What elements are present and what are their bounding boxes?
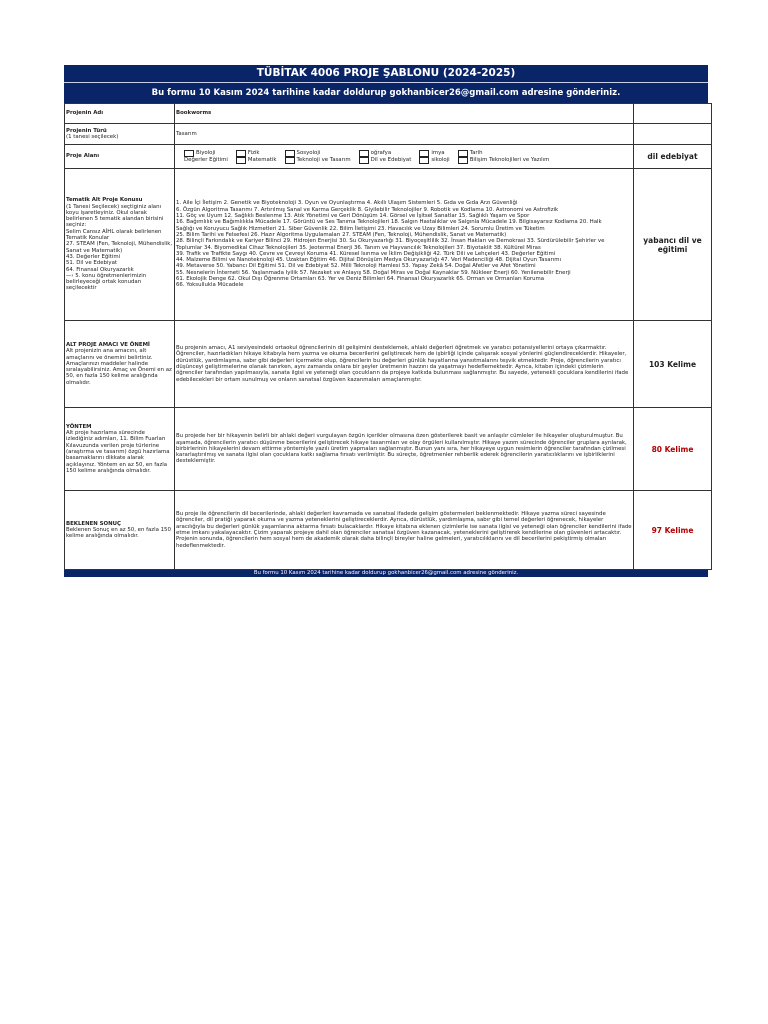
row-topics bbox=[65, 169, 712, 321]
topics-desc-line: 51. Dil ve Edebiyat bbox=[66, 260, 118, 267]
topics-list bbox=[175, 169, 634, 321]
topic-line: 61. Ekolojik Denge 62. Okul Dışı Öğrenme Ortamları 63. Yer ve Deniz Bilimleri 64. Finansal Okuryazarlık 65. Orman ve Ormanları Koruma bbox=[176, 275, 545, 282]
row-project-name bbox=[65, 104, 712, 124]
selected-topic-value[interactable]: yabancı dil ve eğitimi bbox=[634, 169, 712, 321]
topic-line: 25. Bilim Tarihi ve Felsefesi 26. Hazır Algoritma Uygulamaları 27. STEAM (Fen, Teknoloji, Mühendislik, Sanat ve Matematik) bbox=[176, 231, 507, 238]
topics-desc-line: —› 5. konu öğretmenlerimizin belirleyeceği ortak konudan seçilecektir bbox=[66, 272, 147, 292]
row-expected bbox=[65, 491, 712, 570]
method-text-field[interactable]: Bu projede her bir hikayenin belirli bir ahlaki değeri vurgulayan özgün içerikler olmasına özen gösterilerek basit ve anlaşılır cümleler ile hikayeler oluşturulmuştur. Bu aşamada, öğrencilerin yaratıcı düşünme becerilerini geliştirecek hikaye tasarımları ve olay örgüleri kullanılmıştır. Hikaye yazım sürecinde öğrenciler gruplara ayrılarak, birbirlerinin hikayelerini devam ettirme yöntemiyle yazılı üretim yapmaları sağlanmıştır. Bunun yanı sıra, her hikayeye uygun resimlerin öğrenciler tarafından çizilmesi kararlaştırılmış ve sanata ilgisi olan çocuklara katkı sağlama fırsatı verilmiştir. Bu süreçte, öğretmenler rehberlik ederek öğrencilerin yaratıcılıklarını ve işbirliklerini desteklemiştir. bbox=[175, 408, 634, 491]
area-option[interactable]: Bilişim Teknolojileri ve Yazılım bbox=[458, 157, 550, 164]
topics-label: Tematik Alt Proje Konusu bbox=[66, 197, 143, 204]
checkbox-icon[interactable] bbox=[236, 157, 246, 164]
area-option[interactable]: Tarih bbox=[458, 150, 550, 157]
topic-line: 1. Aile İçi İletişim 2. Genetik ve Biyoteknoloji 3. Oyun ve Oyunlaştırma 4. Akıllı Ulaşım Sistemleri 5. Gıda ve Gıda Arzı Güvenliği bbox=[176, 200, 518, 207]
row-method bbox=[65, 408, 712, 491]
topics-desc-line: 64. Finansal Okuryazarlık bbox=[66, 266, 134, 273]
checkbox-icon[interactable] bbox=[359, 150, 369, 157]
project-area-label: Proje Alanı bbox=[66, 153, 100, 160]
method-desc: Alt proje hazırlama sürecinde izlediğiniz adımları, 11. Bilim Fuarları Kılavuzunda verilen proje türlerine (araştırma ve tasarım) özgü hazırlama basamaklarını dikkate alarak açıklayınız. Yöntem en az 50, en fazla 150 kelime aralığında olmalıdır. bbox=[66, 430, 170, 474]
expected-label: BEKLENEN SONUÇ bbox=[66, 520, 121, 527]
checkbox-icon[interactable] bbox=[184, 150, 194, 157]
area-option[interactable]: Matematik bbox=[236, 157, 277, 164]
row-project-type bbox=[65, 124, 712, 145]
method-label: YÖNTEM bbox=[66, 423, 92, 430]
checkbox-icon[interactable] bbox=[236, 150, 246, 157]
expected-word-count: 97 Kelime bbox=[634, 491, 712, 570]
project-type-sublabel: (1 tanesi seçilecek) bbox=[66, 134, 119, 140]
checkbox-icon[interactable] bbox=[359, 157, 369, 164]
area-option[interactable]: Biyoloji bbox=[184, 150, 228, 157]
topic-line: 11. Göç ve Uyum 12. Sağlıklı Beslenme 13. Atık Yönetimi ve Geri Dönüşüm 14. Görsel ve İşitsel Sanatlar 15. Sağlıklı Yaşam ve Spor bbox=[176, 213, 530, 220]
project-name-field[interactable]: Bookworms bbox=[175, 104, 634, 124]
topic-line: Sağlığı ve Koruyucu Sağlık Hizmetleri 21. Siber Güvenlik 22. Bilim İletişimi 23. Havacılık ve Uzay Bilimleri 24. Sorumlu Üretim ve Tüketim bbox=[176, 225, 545, 232]
goal-label: ALT PROJE AMACI VE ÖNEMİ bbox=[66, 341, 150, 348]
template-footer: Bu formu 10 Kasım 2024 tarihine kadar doldurup gokhanbicer26@gmail.com adresine gönderiniz. bbox=[64, 570, 708, 577]
checkbox-icon[interactable] bbox=[419, 150, 429, 157]
area-option[interactable]: Sosyoloji bbox=[285, 150, 351, 157]
checkbox-icon[interactable] bbox=[285, 150, 295, 157]
topic-line: Toplumlar 34. Biyomedikal Cihaz Teknolojileri 35. Jeotermal Enerji 36. Tanım ve Hayvancılık Teknolojileri 37. Biyotaklit 38. Kültürel Miras bbox=[176, 244, 541, 251]
goal-word-count: 103 Kelime bbox=[634, 321, 712, 408]
project-form-table bbox=[64, 103, 712, 570]
goal-desc: Alt projenizin ana amacını, alt amaçlarını ve önemini belirtiniz. Amaçlarınızı maddeler halinde sıralayabilirsiniz. Amaç ve Önemi en az 50, en fazla 150 kelime aralığında olmalıdır. bbox=[66, 348, 172, 386]
topic-line: 16. Bağımlılık ve Bağımlılıkla Mücadele 17. Görüntü ve Ses Tanıma Teknolojileri 18. Salgın Hastalıklar ve Salgınla Mücadele 19. Bilgisayarsız Kodlama 20. Halk bbox=[176, 219, 602, 226]
topic-line: 55. Nesnelerin İnterneti 56. Yaşlanmada Iyilik 57. Nezaket ve Anlayış 58. Doğal Miras ve Doğal Kaynaklar 59. Nükleer Enerji 60. Yenilenebilir Enerji bbox=[176, 269, 571, 276]
area-option[interactable]: Teknoloji ve Tasarım bbox=[285, 157, 351, 164]
template-subtitle: Bu formu 10 Kasım 2024 tarihine kadar doldurup gokhanbicer26@gmail.com adresine gönderiniz. bbox=[64, 83, 708, 103]
topics-desc-line: Selim Cansız AİHL olarak belirlenen Tematik Konular bbox=[66, 228, 162, 242]
expected-desc: Beklenen Sonuç en az 50, en fazla 150 kelime aralığında olmalıdır. bbox=[66, 526, 171, 540]
topic-line: 44. Malzeme Bilimi ve Nanoteknoloji 45. Uzaktan Eğitim 46. Dijital Dönüşüm Medya Okuryazarlığı 47. Veri Madenciliği 48. Dijital Oyun Tasarımı bbox=[176, 257, 562, 264]
area-option[interactable]: Fizik bbox=[236, 150, 277, 157]
expected-text-field[interactable]: Bu proje ile öğrencilerin dil becerilerinde, ahlaki değerleri kavramada ve sanatsal ifadede gelişim göstermeleri beklenmektedir. Hikaye yazma süreci sayesinde öğrenciler, dil pratiği yaparak okuma ve yazma yeteneklerini geliştireceklerdir. Ayrıca, dürüstlük, yardımlaşma, sabır gibi temel değerleri öğrenecek, hikayeler aracılığıyla bu değerleri günlük yaşamlarına aktarma fırsatı bulacaklardır. Hikaye kitabına eklenen çizimlerle ise sanata ilgisi ve yeteneği olan öğrenciler kendilerini ifade etme imkanı yakalayacaktır. Çizim yaparak projeye dahil olan öğrenciler sanatsal özgüven kazanacak, yeteneklerini geliştirerek kendilerine olan güvenleri artacaktır. Projenin sonunda, öğrencilerin hem sosyal hem de akademik olarak daha bilinçli bireyler haline gelmeleri, yaratıcılıklarını ve dil becerilerini pekiştirmiş olmaları hedeflenmektedir. bbox=[175, 491, 634, 570]
area-option[interactable]: Dil ve Edebiyat bbox=[359, 157, 412, 164]
checkbox-icon[interactable] bbox=[285, 157, 295, 164]
topics-desc-line: 27. STEAM (Fen, Teknoloji, Mühendislik, Sanat ve Matematik) bbox=[66, 241, 173, 254]
checkbox-icon[interactable] bbox=[419, 157, 429, 164]
checkbox-icon[interactable] bbox=[458, 150, 468, 157]
area-option[interactable]: sikoloji bbox=[419, 157, 449, 164]
row-project-area bbox=[65, 145, 712, 169]
area-option[interactable]: imya bbox=[419, 150, 449, 157]
topic-line: 66. Yoksullukla Mücadele bbox=[176, 282, 244, 289]
project-template-sheet bbox=[64, 65, 708, 577]
topics-desc-line: (1 Tanesi Seçilecek) seçtiginiz alanı koyu işaretleyiniz. Okul olarak belirlenen 5 tematik alandan birisini seçiniz: bbox=[66, 203, 164, 229]
topic-line: 39. Trafik ve Trafikte Saygı 40. Çevre ve Çevreyi Koruma 41. Küresel Isınma ve İklim Değişikliği 42. Türk Dili ve Lehçeleri 43. Değerler Eğitimi bbox=[176, 250, 556, 257]
area-option[interactable]: oğrafya bbox=[359, 150, 412, 157]
topic-line: 49. Metaverse 50. Yabancı Dil Eğitimi 51. Dil ve Edebiyat 52. Milli Teknoloji Hamlesi 53. Yapay Zekâ 54. Doğal Afetler ve Afet Yönetimi bbox=[176, 263, 536, 270]
topic-line: 28. Bilinçli Farkındalık ve Kariyer Bilinci 29. Hidrojen Enerjisi 30. Su Okuryazarlığı 31. Biyoçeşitlilik 32. İnsan Hakları ve Demokrasi 33. Sürdürülebilir Şehirler ve bbox=[176, 238, 605, 245]
checkbox-icon[interactable] bbox=[458, 157, 468, 164]
method-word-count: 80 Kelime bbox=[634, 408, 712, 491]
project-name-label: Projenin Adı bbox=[66, 110, 104, 117]
topic-line: 6. Özgün Algoritma Tasarımı 7. Artırılmış Sanal ve Karma Gerçeklik 8. Giyilebilir Teknolojiler 9. Robotik ve Kodlama 10. Astronomi ve Astrofizik bbox=[176, 206, 559, 213]
selected-area-value[interactable]: dil edebiyat bbox=[634, 145, 712, 169]
project-area-options bbox=[176, 150, 632, 164]
row-goal bbox=[65, 321, 712, 408]
area-option[interactable]: Değerler Eğitimi bbox=[184, 156, 228, 163]
project-type-field[interactable]: Tasarım bbox=[175, 124, 634, 145]
project-type-label: Projenin Türü bbox=[66, 127, 107, 134]
template-title: TÜBİTAK 4006 PROJE ŞABLONU (2024-2025) bbox=[64, 65, 708, 83]
topics-desc-line: 43. Değerler Eğitimi bbox=[66, 253, 121, 260]
goal-text-field[interactable]: Bu projenin amacı, A1 seviyesindeki ortaokul öğrencilerinin dil gelişimini desteklemek, ahlaki değerleri öğretmek ve yaratıcı potansiyellerini ortaya çıkarmaktır. Öğrenciler, hazırladıkları hikaye kitabıyla hem yazma ve okuma becerilerini geliştirecek hem de işbirliği içinde çalışarak sosyal yönlerini güçlendireceklerdir. Hikayeler, dürüstlük, yardımlaşma, sabır gibi değerleri içermekte olup, öğrencilerin bu değerleri günlük hayatlarına yansıtmalarını teşvik etmektedir. Proje, öğrencilerin yaratıcı düşünceyi geliştirmelerine olanak tanırken, aynı zamanda onlara bir şeyler üretmenin hazzını da yaşatmayı hedeflemektedir. Ayrıca, kitabın içindeki çizimlerin öğrenciler tarafından yapılmasıyla, sanata ilgisi ve yeteneği olan çocukların da projeye katkıda bulunması sağlanmıştır. Bu sayede, yetenekli çocuklara kendilerini ifade edebilecekleri bir ortam sunulmuş ve onların sanatsal özgüven kazanmaları amaçlanmıştır. bbox=[175, 321, 634, 408]
